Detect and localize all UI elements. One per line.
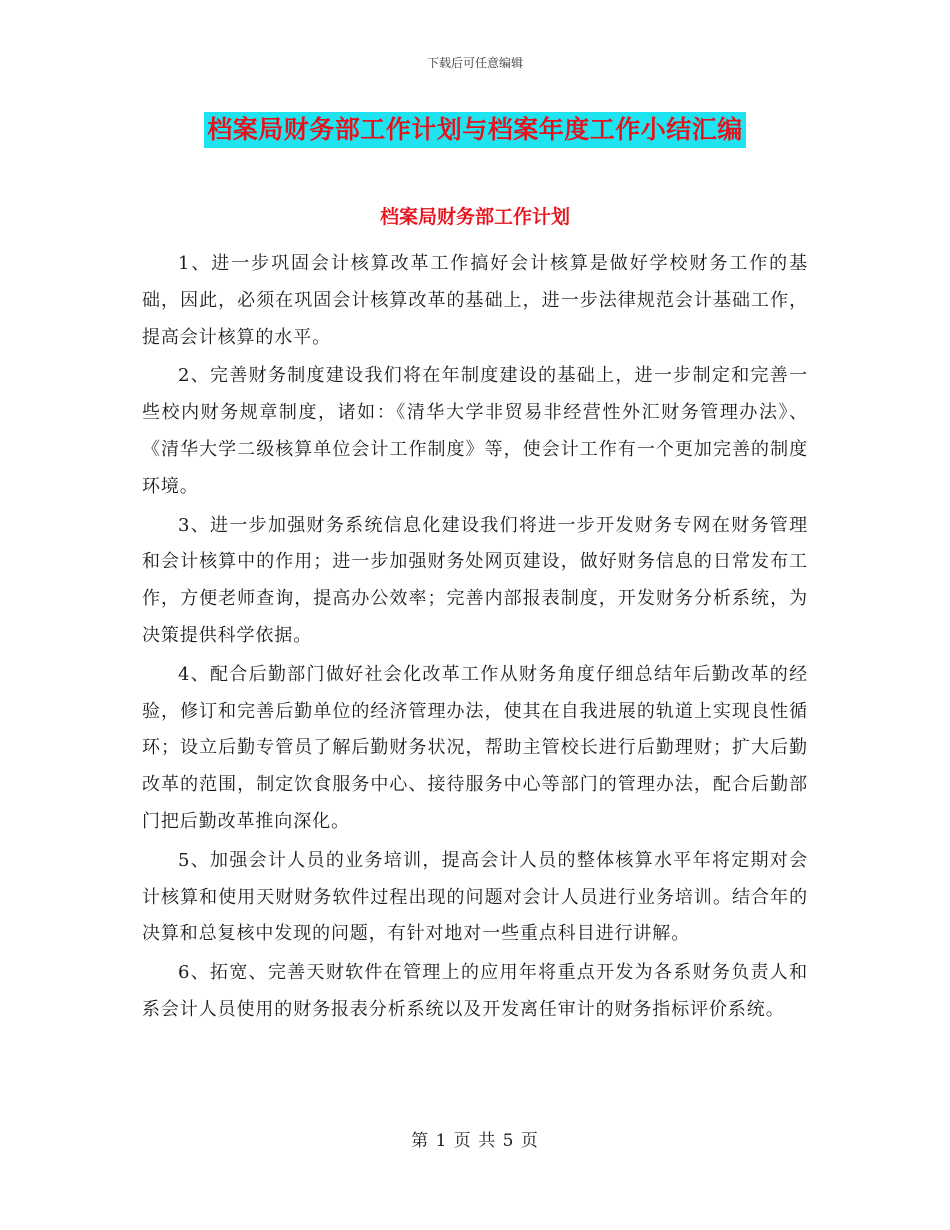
paragraph-5: 5、加强会计人员的业务培训，提高会计人员的整体核算水平年将定期对会计核算和使用天财财务软件过程出现的问题对会计人员进行业务培训。结合年的决算和总复核中发现的问题，有针对地对一些重点科目进行讲解。: [142, 849, 808, 945]
page-number-footer: 第 1 页 共 5 页: [411, 1131, 539, 1151]
section-title: 档案局财务部工作计划: [379, 206, 570, 228]
paragraph-3: 3、进一步加强财务系统信息化建设我们将进一步开发财务专网在财务管理和会计核算中的作用；进一步加强财务处网页建设，做好财务信息的日常发布工作，方便老师查询，提高办公效率；完善内部报表制度，开发财务分析系统，为决策提供科学依据。: [142, 514, 808, 646]
paragraph-6: 6、拓宽、完善天财软件在管理上的应用年将重点开发为各系财务负责人和系会计人员使用的财务报表分析系统以及开发离任审计的财务指标评价系统。: [142, 962, 808, 1020]
paragraph-4: 4、配合后勤部门做好社会化改革工作从财务角度仔细总结年后勤改革的经验，修订和完善后勤单位的经济管理办法，使其在自我进展的轨道上实现良性循环；设立后勤专管员了解后勤财务状况，帮助主管校长进行后勤理财；扩大后勤改革的范围，制定饮食服务中心、接待服务中心等部门的管理办法，配合后勤部门把后勤改革推向深化。: [142, 663, 808, 832]
document-body: [142, 246, 808, 1031]
paragraph-2: 2、完善财务制度建设我们将在年制度建设的基础上，进一步制定和完善一些校内财务规章制度，诸如：《清华大学非贸易非经营性外汇财务管理办法》、《清华大学二级核算单位会计工作制度》等，使会计工作有一个更加完善的制度环境。: [142, 365, 808, 497]
page-header-note: 下载后可任意编辑: [426, 56, 523, 70]
document-title-container: [0, 112, 950, 148]
paragraph-1: 1、进一步巩固会计核算改革工作搞好会计核算是做好学校财务工作的基础，因此，必须在巩固会计核算改革的基础上，进一步法律规范会计基础工作，提高会计核算的水平。: [142, 253, 808, 348]
document-title: 档案局财务部工作计划与档案年度工作小结汇编: [204, 112, 746, 148]
